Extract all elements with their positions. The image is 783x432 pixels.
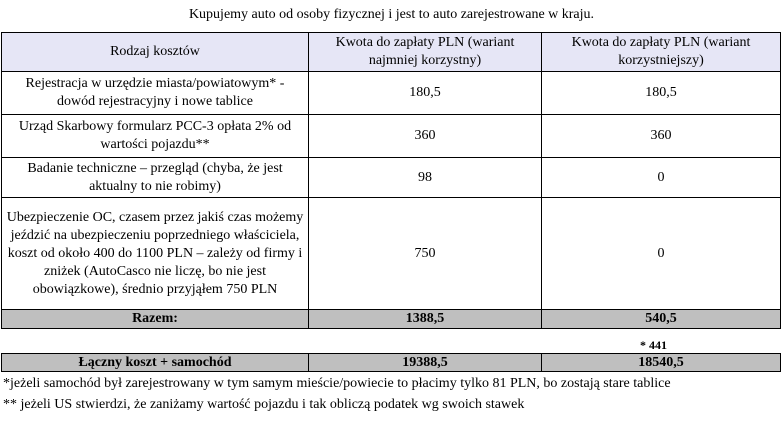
- row-worst-value: 750: [309, 198, 542, 310]
- footnote-tax: ** jeżeli US stwierdzi, że zaniżamy wartość pojazdu i tak obliczą podatek wg swoich stawek: [3, 397, 525, 412]
- header-better-variant: Kwota do zapłaty PLN (wariant korzystniejszy): [542, 33, 781, 72]
- row-label: Ubezpieczenie OC, czasem przez jakiś czas możemy jeździć na ubezpieczeniu poprzedniego właściciela, koszt od około 400 do 1100 PLN – zależy od firmy i zniżek (AutoCasco nie liczę, bo nie jest obowiązkowe), średnio przyjąłem 750 PLN: [2, 198, 309, 310]
- row-better-value: 0: [542, 158, 781, 198]
- table-header-row: [2, 33, 781, 72]
- total-label: Łączny koszt + samochód: [2, 354, 309, 372]
- sum-note: * 441: [640, 338, 667, 352]
- sum-row: [2, 310, 781, 329]
- row-label: Rejestracja w urzędzie miasta/powiatowym* - dowód rejestracyjny i nowe tablice: [2, 72, 309, 115]
- header-cost-type: Rodzaj kosztów: [2, 33, 309, 72]
- row-worst-value: 98: [309, 158, 542, 198]
- sum-better-value: 540,5: [542, 310, 781, 329]
- row-worst-value: 360: [309, 115, 542, 158]
- row-label: Urząd Skarbowy formularz PCC-3 opłata 2% od wartości pojazdu**: [2, 115, 309, 158]
- row-better-value: 0: [542, 198, 781, 310]
- footnote-registration: *jeżeli samochód był zarejestrowany w tym samym mieście/powiecie to płacimy tylko 81 PLN, bo zostają stare tablice: [3, 376, 671, 391]
- row-label: Badanie techniczne – przegląd (chyba, że jest aktualny to nie robimy): [2, 158, 309, 198]
- row-worst-value: 180,5: [309, 72, 542, 115]
- table-row: [2, 158, 781, 198]
- row-better-value: 360: [542, 115, 781, 158]
- total-table: [1, 353, 781, 372]
- total-row: [2, 354, 781, 372]
- sum-label: Razem:: [2, 310, 309, 329]
- table-row: [2, 72, 781, 115]
- table-row: [2, 115, 781, 158]
- total-better-value: 18540,5: [542, 354, 781, 372]
- header-worst-variant: Kwota do zapłaty PLN (wariant najmniej korzystny): [309, 33, 542, 72]
- sum-worst-value: 1388,5: [309, 310, 542, 329]
- row-better-value: 180,5: [542, 72, 781, 115]
- total-worst-value: 19388,5: [309, 354, 542, 372]
- document-title: Kupujemy auto od osoby fizycznej i jest to auto zarejestrowane w kraju.: [188, 7, 595, 22]
- cost-table: [1, 32, 781, 329]
- table-row: [2, 198, 781, 310]
